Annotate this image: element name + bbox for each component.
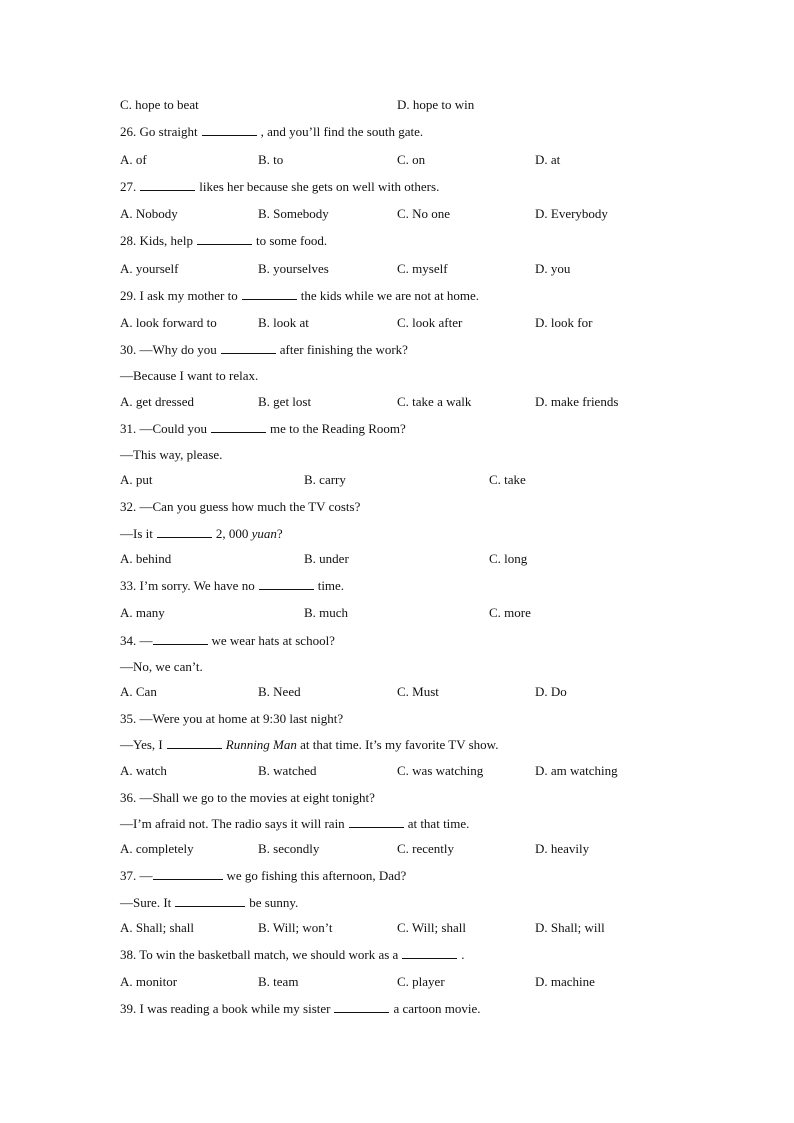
q27-option-b[interactable]: B. Somebody	[258, 206, 329, 221]
q30-option-a[interactable]: A. get dressed	[120, 394, 195, 409]
answer-blank[interactable]	[140, 178, 195, 191]
question-32: 32. —Can you guess how much the TV costs?	[120, 499, 361, 514]
q34-option-c[interactable]: C. Must	[397, 684, 439, 699]
q26-option-c[interactable]: C. on	[397, 152, 426, 167]
q31-option-a[interactable]: A. put	[120, 472, 153, 487]
question-29: 29. I ask my mother to the kids while we are not at home.	[120, 288, 480, 303]
q26-option-d[interactable]: D. at	[535, 152, 561, 167]
q28-option-c[interactable]: C. myself	[397, 261, 448, 276]
question-31-reply: —This way, please.	[120, 447, 223, 462]
q30-option-b[interactable]: B. get lost	[258, 394, 312, 409]
question-34: 34. — we wear hats at school?	[120, 633, 335, 648]
q28-option-b[interactable]: B. yourselves	[258, 261, 329, 276]
answer-blank[interactable]	[175, 894, 245, 907]
answer-blank[interactable]	[402, 946, 457, 959]
q35-option-b[interactable]: B. watched	[258, 763, 317, 778]
q33-option-c[interactable]: C. more	[489, 605, 531, 620]
q32-option-a[interactable]: A. behind	[120, 551, 172, 566]
q25-option-d[interactable]: D. hope to win	[397, 97, 475, 112]
q36-option-b[interactable]: B. secondly	[258, 841, 320, 856]
question-32-reply: —Is it 2, 000 yuan?	[120, 526, 283, 541]
answer-blank[interactable]	[242, 287, 297, 300]
q34-option-b[interactable]: B. Need	[258, 684, 301, 699]
question-34-reply: —No, we can’t.	[120, 659, 203, 674]
q32-option-c[interactable]: C. long	[489, 551, 528, 566]
q35-option-c[interactable]: C. was watching	[397, 763, 484, 778]
question-30-reply: —Because I want to relax.	[120, 368, 259, 383]
answer-blank[interactable]	[221, 341, 276, 354]
answer-blank[interactable]	[153, 632, 208, 645]
answer-blank[interactable]	[167, 736, 222, 749]
answer-blank[interactable]	[197, 232, 252, 245]
question-38: 38. To win the basketball match, we should work as a .	[120, 947, 465, 962]
question-39: 39. I was reading a book while my sister a cartoon movie.	[120, 1001, 481, 1016]
question-30: 30. —Why do you after finishing the work?	[120, 342, 408, 357]
q37-option-d[interactable]: D. Shall; will	[535, 920, 605, 935]
q34-option-d[interactable]: D. Do	[535, 684, 567, 699]
q27-option-c[interactable]: C. No one	[397, 206, 451, 221]
q36-option-a[interactable]: A. completely	[120, 841, 194, 856]
question-35: 35. —Were you at home at 9:30 last night?	[120, 711, 344, 726]
q31-option-c[interactable]: C. take	[489, 472, 526, 487]
question-36-reply: —I’m afraid not. The radio says it will rain at that time.	[120, 816, 470, 831]
q27-option-d[interactable]: D. Everybody	[535, 206, 608, 221]
q33-option-a[interactable]: A. many	[120, 605, 165, 620]
question-37-reply: —Sure. It be sunny.	[120, 895, 299, 910]
q31-option-b[interactable]: B. carry	[304, 472, 346, 487]
question-37: 37. — we go fishing this afternoon, Dad?	[120, 868, 407, 883]
q26-option-a[interactable]: A. of	[120, 152, 147, 167]
question-36: 36. —Shall we go to the movies at eight tonight?	[120, 790, 375, 805]
q36-option-c[interactable]: C. recently	[397, 841, 455, 856]
q33-option-b[interactable]: B. much	[304, 605, 349, 620]
q26-option-b[interactable]: B. to	[258, 152, 284, 167]
answer-blank[interactable]	[202, 123, 257, 136]
question-33: 33. I’m sorry. We have no time.	[120, 578, 345, 593]
q30-option-c[interactable]: C. take a walk	[397, 394, 472, 409]
q30-option-d[interactable]: D. make friends	[535, 394, 619, 409]
q37-option-c[interactable]: C. Will; shall	[397, 920, 466, 935]
q28-option-d[interactable]: D. you	[535, 261, 571, 276]
q37-option-b[interactable]: B. Will; won’t	[258, 920, 333, 935]
q34-option-a[interactable]: A. Can	[120, 684, 157, 699]
question-35-reply: —Yes, I Running Man at that time. It’s my favorite TV show.	[120, 737, 499, 752]
q38-option-c[interactable]: C. player	[397, 974, 445, 989]
q36-option-d[interactable]: D. heavily	[535, 841, 590, 856]
q38-option-d[interactable]: D. machine	[535, 974, 595, 989]
q35-option-d[interactable]: D. am watching	[535, 763, 618, 778]
question-28: 28. Kids, help to some food.	[120, 233, 328, 248]
q29-option-c[interactable]: C. look after	[397, 315, 463, 330]
answer-blank[interactable]	[259, 577, 314, 590]
q28-option-a[interactable]: A. yourself	[120, 261, 179, 276]
answer-blank[interactable]	[157, 525, 212, 538]
q29-option-a[interactable]: A. look forward to	[120, 315, 217, 330]
answer-blank[interactable]	[211, 420, 266, 433]
answer-blank[interactable]	[349, 815, 404, 828]
answer-blank[interactable]	[153, 867, 223, 880]
question-27: 27. likes her because she gets on well with others.	[120, 179, 440, 194]
question-31: 31. —Could you me to the Reading Room?	[120, 421, 406, 436]
answer-blank[interactable]	[334, 1000, 389, 1013]
q38-option-b[interactable]: B. team	[258, 974, 299, 989]
q27-option-a[interactable]: A. Nobody	[120, 206, 178, 221]
q25-option-c[interactable]: C. hope to beat	[120, 97, 199, 112]
q35-option-a[interactable]: A. watch	[120, 763, 167, 778]
q38-option-a[interactable]: A. monitor	[120, 974, 178, 989]
q29-option-b[interactable]: B. look at	[258, 315, 309, 330]
q29-option-d[interactable]: D. look for	[535, 315, 593, 330]
q32-option-b[interactable]: B. under	[304, 551, 349, 566]
q37-option-a[interactable]: A. Shall; shall	[120, 920, 195, 935]
question-26: 26. Go straight , and you’ll find the south gate.	[120, 124, 424, 139]
